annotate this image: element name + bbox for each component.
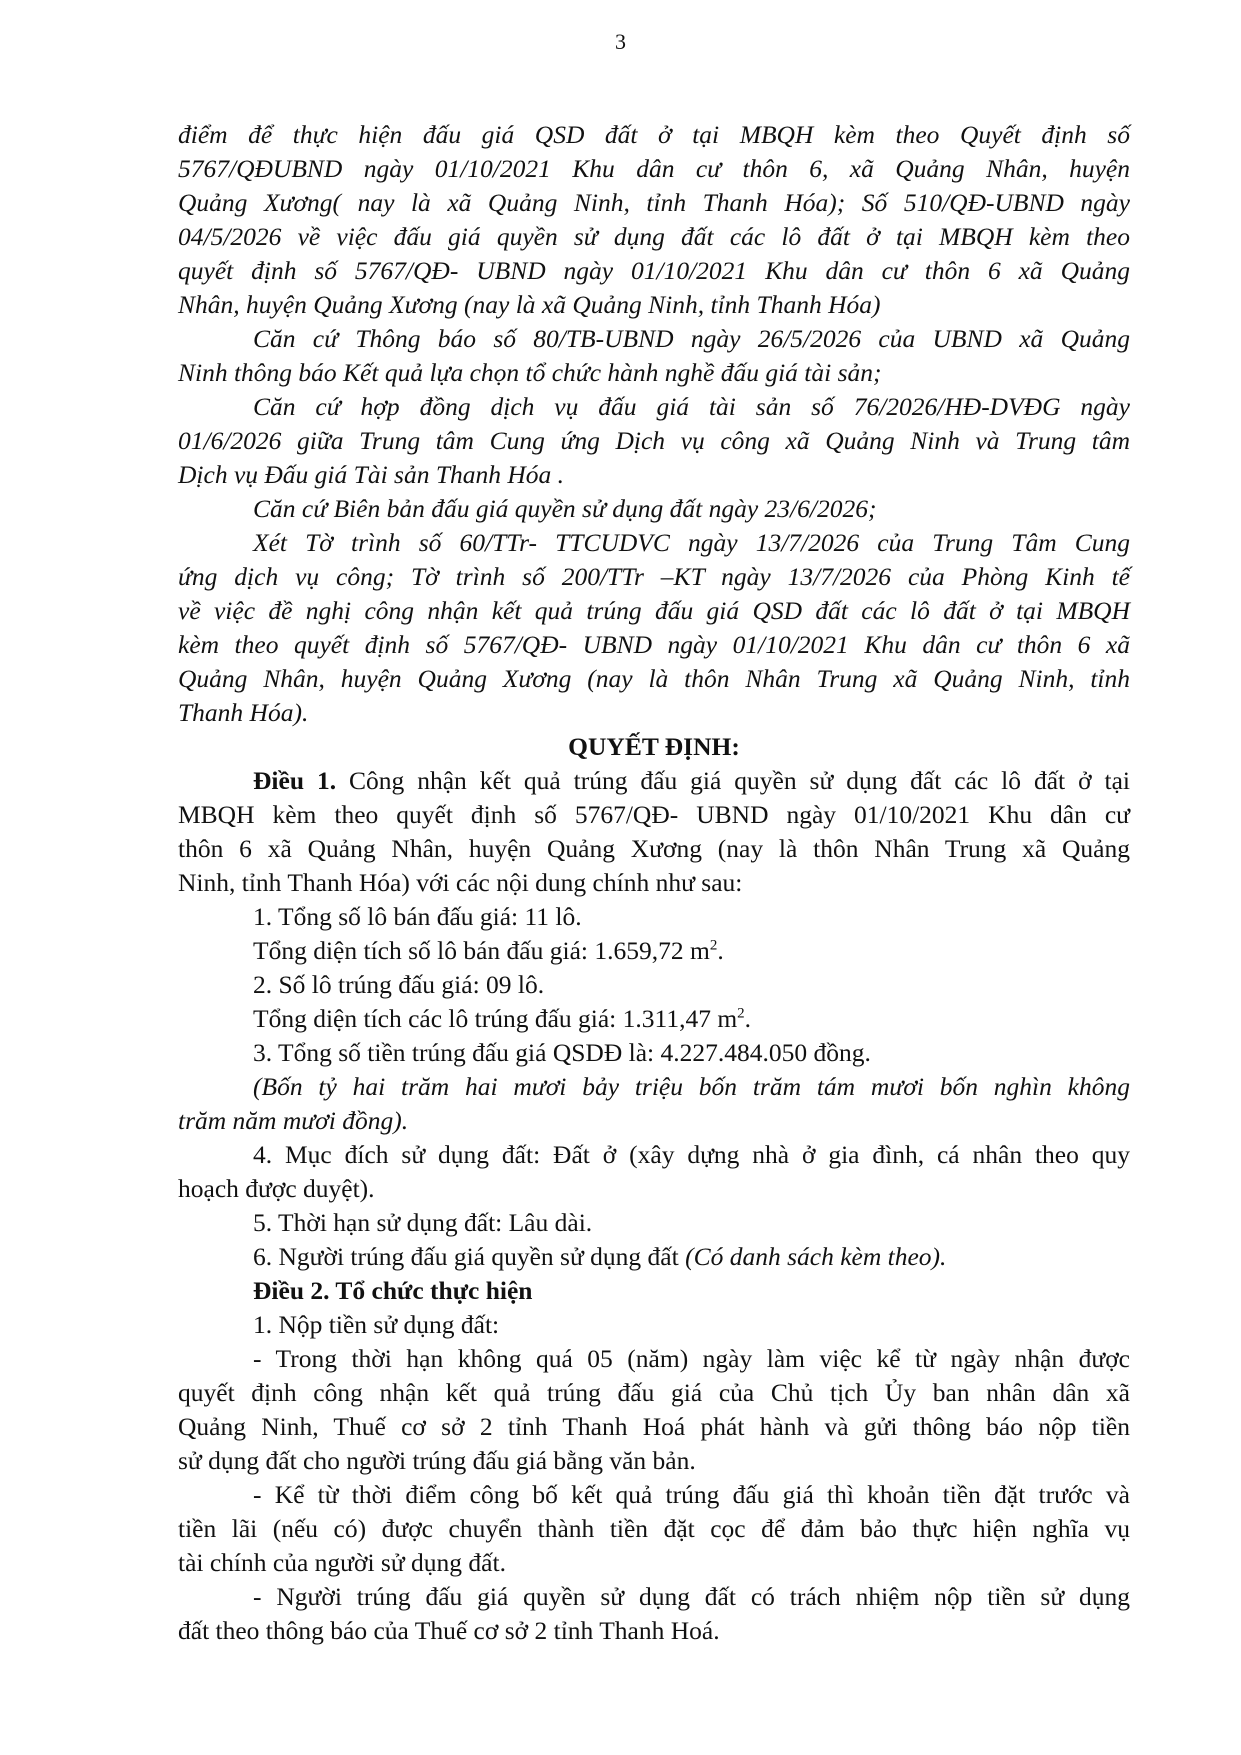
period: .	[744, 1004, 752, 1033]
article-2-para-line: quyết định công nhận kết quả trúng đấu giá của Chủ tịch Ủy ban nhân dân xã	[178, 1378, 1130, 1407]
superscript-2: 2	[737, 1005, 745, 1022]
item-1-area	[178, 934, 1130, 968]
preamble-line: Căn cứ Biên bản đấu giá quyền sử dụng đất ngày 23/6/2026;	[253, 494, 877, 523]
article-2-para-line: tiền lãi (nếu có) được chuyển thành tiền đặt cọc để đảm bảo thực hiện nghĩa vụ	[178, 1514, 1130, 1543]
document-body	[178, 118, 1130, 1648]
article-2-sub-1: 1. Nộp tiền sử dụng đất:	[253, 1310, 500, 1339]
article-1-line: Ninh, tỉnh Thanh Hóa) với các nội dung chính như sau:	[178, 868, 743, 897]
period: .	[717, 936, 724, 965]
preamble-line: Quảng Nhân, huyện Quảng Xương (nay là thôn Nhân Trung xã Quảng Ninh, tỉnh	[178, 664, 1130, 693]
preamble-line: 5767/QĐUBND ngày 01/10/2021 Khu dân cư thôn 6, xã Quảng Nhân, huyện	[178, 154, 1130, 183]
article-2-para-line: đất theo thông báo của Thuế cơ sở 2 tỉnh Thanh Hoá.	[178, 1616, 720, 1645]
item-6-note: (Có danh sách kèm theo).	[685, 1242, 947, 1271]
preamble-line: điểm để thực hiện đấu giá QSD đất ở tại MBQH kèm theo Quyết định số	[178, 120, 1130, 149]
page-number: 3	[615, 29, 626, 54]
superscript-2: 2	[709, 937, 718, 954]
item-3-amount-words: trăm năm mươi đồng).	[178, 1106, 409, 1135]
preamble-line: Quảng Xương( nay là xã Quảng Ninh, tỉnh Thanh Hóa); Số 510/QĐ-UBND ngày	[178, 188, 1130, 217]
preamble-line: Ninh thông báo Kết quả lựa chọn tổ chức hành nghề đấu giá tài sản;	[178, 358, 882, 387]
preamble-line: về việc đề nghị công nhận kết quả trúng đấu giá QSD đất các lô đất ở tại MBQH	[178, 596, 1130, 625]
preamble-line: Xét Tờ trình số 60/TTr- TTCUDVC ngày 13/7/2026 của Trung Tâm Cung	[253, 528, 1130, 557]
item-6	[178, 1240, 1130, 1274]
preamble-line: Dịch vụ Đấu giá Tài sản Thanh Hóa .	[178, 460, 565, 489]
item-2-area	[178, 1002, 1130, 1036]
article-1-label: Điều 1.	[253, 766, 337, 795]
item-1: 1. Tổng số lô bán đấu giá: 11 lô.	[253, 902, 582, 931]
preamble-line: Nhân, huyện Quảng Xương (nay là xã Quảng Ninh, tỉnh Thanh Hóa)	[178, 290, 881, 319]
item-4: hoạch được duyệt).	[178, 1174, 375, 1203]
preamble-line: 01/6/2026 giữa Trung tâm Cung ứng Dịch vụ công xã Quảng Ninh và Trung tâm	[178, 426, 1130, 455]
item-3: 3. Tổng số tiền trúng đấu giá QSDĐ là: 4.227.484.050 đồng.	[253, 1038, 871, 1067]
article-2-para-line: tài chính của người sử dụng đất.	[178, 1548, 506, 1577]
article-1-line: MBQH kèm theo quyết định số 5767/QĐ- UBND ngày 01/10/2021 Khu dân cư	[178, 800, 1130, 829]
preamble-line: ứng dịch vụ công; Tờ trình số 200/TTr –KT ngày 13/7/2026 của Phòng Kinh tế	[178, 562, 1130, 591]
article-2-para-line: - Người trúng đấu giá quyền sử dụng đất có trách nhiệm nộp tiền sử dụng	[253, 1582, 1130, 1611]
item-4: 4. Mục đích sử dụng đất: Đất ở (xây dựng nhà ở gia đình, cá nhân theo quy	[253, 1140, 1130, 1169]
preamble-line: kèm theo quyết định số 5767/QĐ- UBND ngày 01/10/2021 Khu dân cư thôn 6 xã	[178, 630, 1130, 659]
item-5: 5. Thời hạn sử dụng đất: Lâu dài.	[253, 1208, 593, 1237]
item-6-text: 6. Người trúng đấu giá quyền sử dụng đất	[253, 1242, 686, 1271]
article-2-para-line: - Trong thời hạn không quá 05 (năm) ngày làm việc kể từ ngày nhận được	[253, 1344, 1130, 1373]
article-1-line: thôn 6 xã Quảng Nhân, huyện Quảng Xương (nay là thôn Nhân Trung xã Quảng	[178, 834, 1130, 863]
article-2-para-line: - Kể từ thời điểm công bố kết quả trúng đấu giá thì khoản tiền đặt trước và	[253, 1480, 1130, 1509]
article-1-first-line	[178, 764, 1130, 798]
article-2-heading: Điều 2. Tổ chức thực hiện	[253, 1276, 533, 1305]
preamble-line: 04/5/2026 về việc đấu giá quyền sử dụng đất các lô đất ở tại MBQH kèm theo	[178, 222, 1130, 251]
preamble-line: quyết định số 5767/QĐ- UBND ngày 01/10/2021 Khu dân cư thôn 6 xã Quảng	[178, 256, 1130, 285]
article-2-para-line: sử dụng đất cho người trúng đấu giá bằng văn bản.	[178, 1446, 696, 1475]
preamble-line: Thanh Hóa).	[178, 698, 309, 727]
item-2-area-text: Tổng diện tích các lô trúng đấu giá: 1.311,47 m	[253, 1004, 738, 1033]
article-2-para-line: Quảng Ninh, Thuế cơ sở 2 tỉnh Thanh Hoá phát hành và gửi thông báo nộp tiền	[178, 1412, 1130, 1441]
item-1-area-text: Tổng diện tích số lô bán đấu giá: 1.659,72 m	[253, 936, 710, 965]
item-3-amount-words: (Bốn tỷ hai trăm hai mươi bảy triệu bốn trăm tám mươi bốn nghìn không	[253, 1072, 1130, 1101]
preamble-line: Căn cứ hợp đồng dịch vụ đấu giá tài sản số 76/2026/HĐ-DVĐG ngày	[253, 392, 1130, 421]
article-1-text: Công nhận kết quả trúng đấu giá quyền sử dụng đất các lô đất ở tại	[336, 766, 1130, 795]
preamble-line: Căn cứ Thông báo số 80/TB-UBND ngày 26/5/2026 của UBND xã Quảng	[253, 324, 1130, 353]
decision-heading: QUYẾT ĐỊNH:	[568, 732, 740, 761]
item-2: 2. Số lô trúng đấu giá: 09 lô.	[253, 970, 545, 999]
